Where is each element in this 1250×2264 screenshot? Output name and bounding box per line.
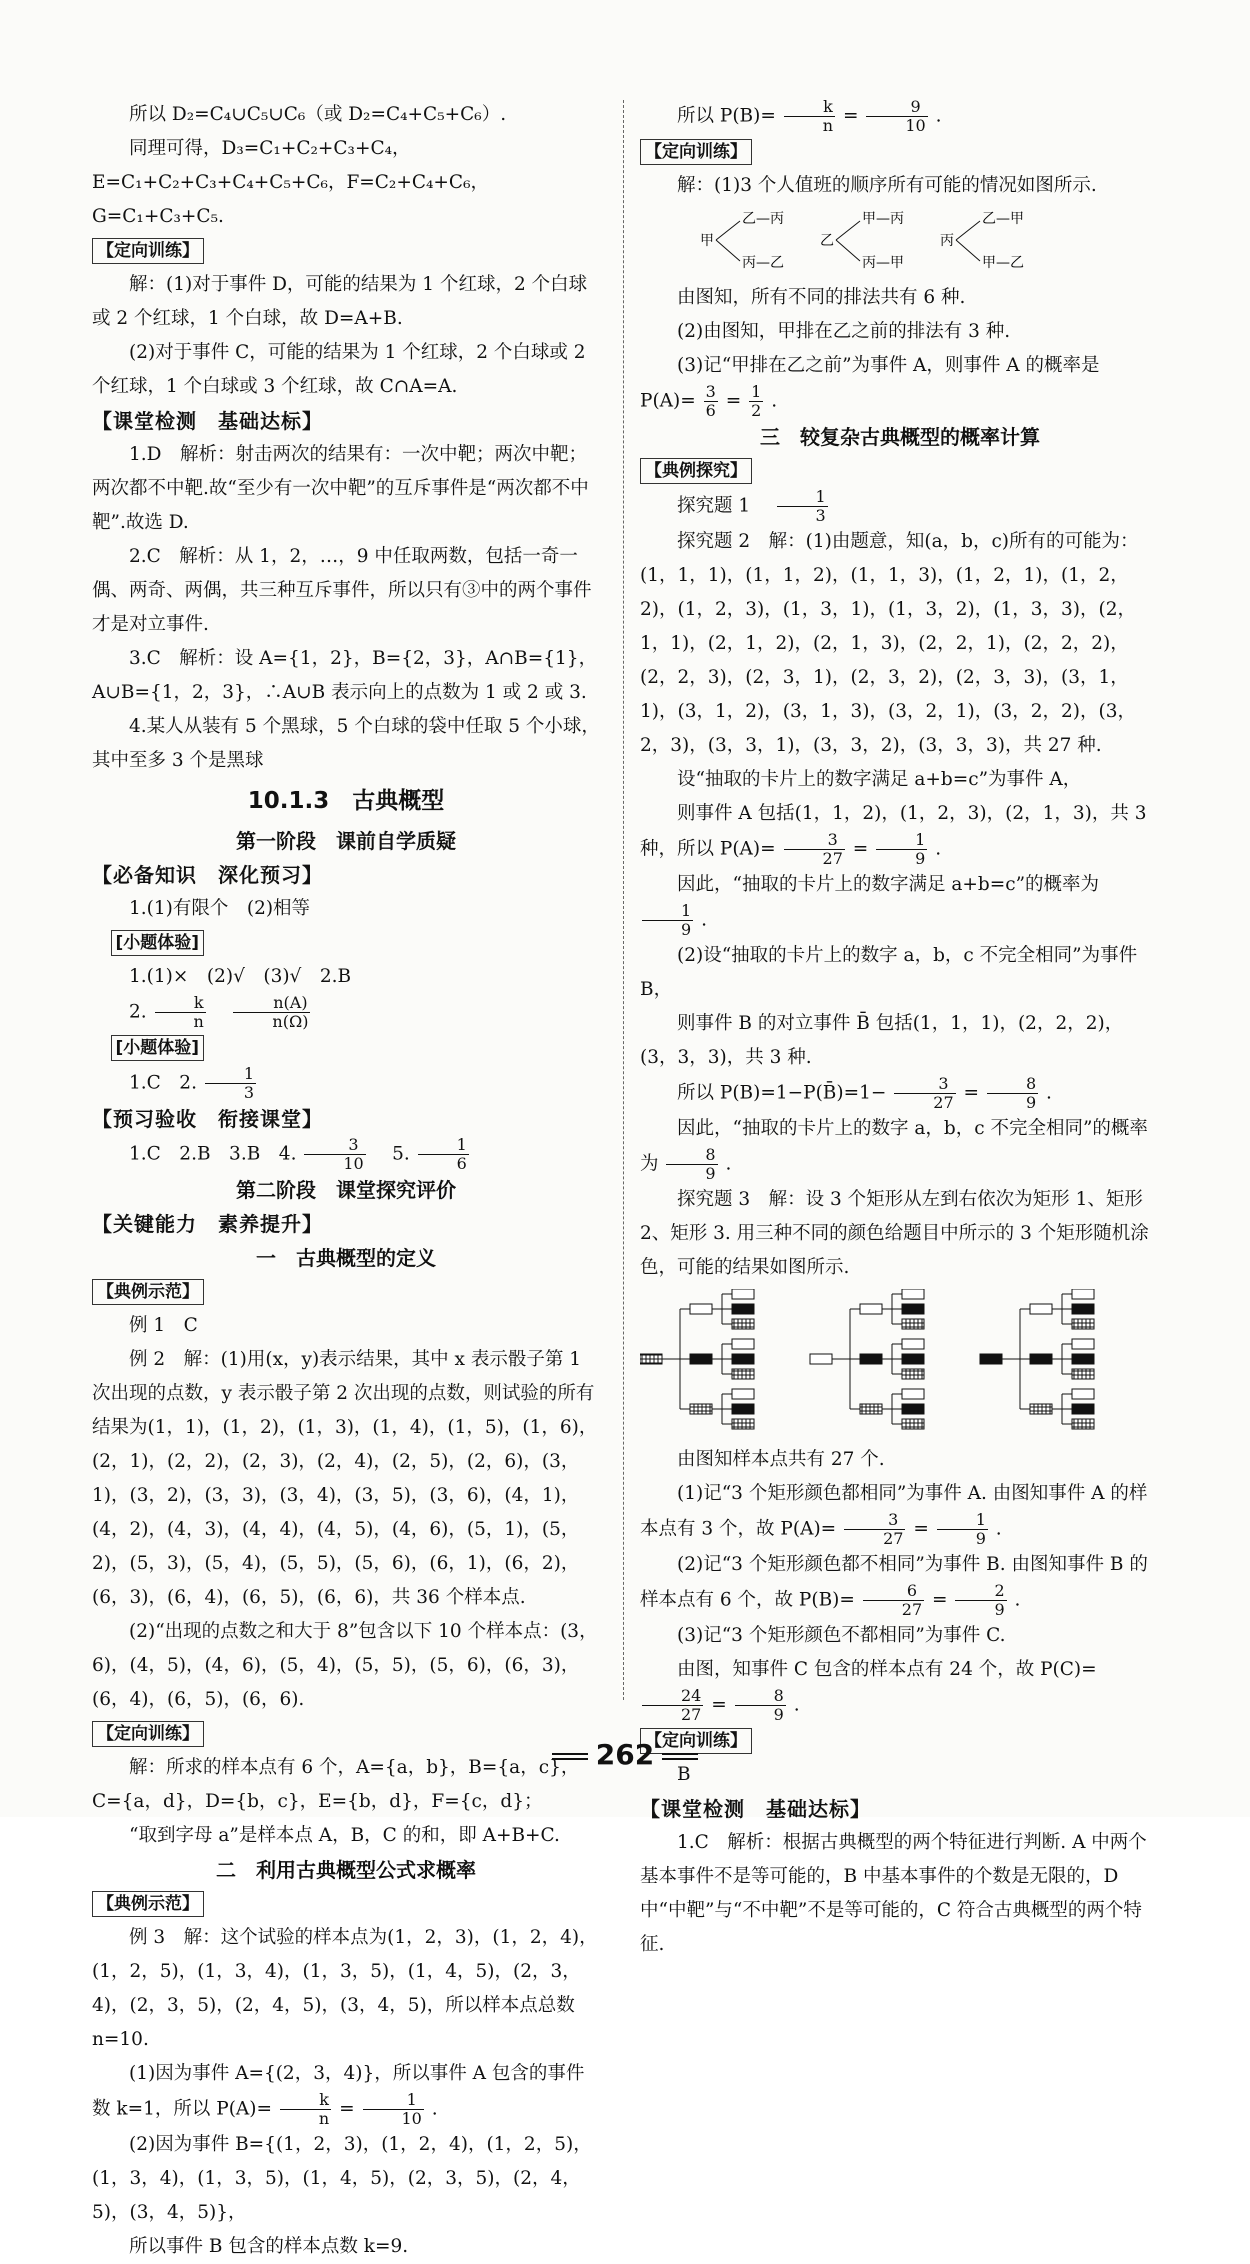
stage-title: 第一阶段 课前自学质疑 xyxy=(236,829,456,853)
text-run: . xyxy=(995,1518,1002,1540)
tree-leaf-rect xyxy=(902,1319,924,1329)
formula-line xyxy=(92,1065,600,1102)
text-run: = xyxy=(932,1589,948,1611)
paragraph: 例 2 解：(1)用(x，y)表示结果，其中 x 表示骰子第 1 次出现的点数，y 表示骰子第 2 次出现的点数，则试验的所有结果为(1，1)，(1，2)，(1，3)，(1，4)，(1，5)，(1，6)，(2，1)，(2，2)，(2，3)，(2，4)，(2，5)，(2，6)，(3，1)，(3，2)，(3，3)，(3，4)，(3，5)，(3，6)，(4，1)，(4，2)，(4，3)，(4，4)，(4，5)，(4，6)，(5，1)，(5，2)，(5，3)，(5，4)，(5，5)，(5，6)，(6，1)，(6，2)，(6，3)，(6，4)，(6，5)，(6，6)，共 36 个样本点. xyxy=(92,1349,598,1608)
coloring-tree-diagram xyxy=(640,1289,1140,1439)
right-column xyxy=(640,98,1160,1962)
tree-root: 甲 xyxy=(700,233,714,249)
paragraph: 探究题 2 解：(1)由题意，知(a，b，c)所有的可能为：(1，1，1)，(1，1，2)，(1，1，3)，(1，2，1)，(1，2，2)，(1，2，3)，(1，3，1)，(1，3，2)，(1，3，3)，(2，1，1)，(2，1，2)，(2，1，3)，(2，2，1)，(2，2，2)，(2，2，3)，(2，3，1)，(2，3，2)，(2，3，3)，(3，1，1)，(3，1，2)，(3，1，3)，(3，2，1)，(3，2，2)，(3，2，3)，(3，3，1)，(3，3，2)，(3，3，3)，共 27 种. xyxy=(640,531,1139,756)
text-run: (2)记“3 个矩形颜色都不相同”为事件 B. 由图知事件 B 的样本点有 6 个，故 P(B)= xyxy=(640,1554,1148,1611)
formula-line xyxy=(92,994,600,1031)
paragraph: B xyxy=(677,1764,691,1785)
denominator: 10 xyxy=(343,1154,364,1173)
denominator: n xyxy=(822,116,834,135)
paragraph: 1.D 解析：射击两次的结果有：一次中靶；两次中靶；两次都不中靶.故“至少有一次中靶”的互斥事件是“两次都不中靶”.故选 D. xyxy=(92,444,589,533)
paragraph: 所以事件 B 包含的样本点数 k=9. xyxy=(129,2236,409,2257)
page-number-rule xyxy=(552,1753,588,1760)
numerator: 3 xyxy=(304,1136,365,1155)
paragraph: (2)“出现的点数之和大于 8”包含以下 10 个样本点：(3，6)，(4，5)，(4，6)，(5，4)，(5，5)，(5，6)，(6，3)，(6，4)，(6，5)，(6，6). xyxy=(92,1621,598,1710)
numerator: n(A) xyxy=(233,994,310,1013)
fraction xyxy=(666,1146,717,1183)
lesson-title: 10.1.3 古典概型 xyxy=(247,788,445,814)
paragraph: 所以 D₂=C₄∪C₅∪C₆（或 D₂=C₄+C₅+C₆）. xyxy=(129,104,507,125)
denominator: 27 xyxy=(681,1705,702,1724)
section-box-label: [小题体验] xyxy=(111,1035,205,1061)
denominator: 10 xyxy=(401,2109,422,2128)
numerator: 1 xyxy=(876,831,927,850)
paragraph: 3.C 解析：设 A={1，2}，B={2，3}，A∩B={1}，A∪B={1，2，3}，∴A∪B 表示向上的点数为 1 或 2 或 3. xyxy=(92,648,598,703)
subsection-title: 一 古典概型的定义 xyxy=(256,1246,436,1270)
tree-leaf-rect xyxy=(902,1404,924,1414)
tree-root-rect xyxy=(810,1354,832,1364)
denominator: n xyxy=(193,1012,204,1031)
denominator: 9 xyxy=(915,849,926,868)
paragraph: 1.(1)有限个 (2)相等 xyxy=(129,898,311,919)
tree-leaf-rect xyxy=(1072,1319,1094,1329)
text-run: 因此，“抽取的卡片上的数字 a，b，c 不完全相同”的概率为 xyxy=(640,1118,1148,1175)
paragraph: (3)记“甲排在乙之前”为事件 A，则事件 A 的概率是 xyxy=(677,355,1100,376)
formula-line xyxy=(640,1075,1160,1112)
text-run: = xyxy=(711,1694,727,1716)
tree-mid-rect xyxy=(1030,1354,1052,1364)
stage-title: 第二阶段 课堂探究评价 xyxy=(236,1178,456,1202)
numerator: k xyxy=(155,994,206,1013)
paragraph: 探究题 3 解：设 3 个矩形从左到右依次为矩形 1、矩形 2、矩形 3. 用三种不同的颜色给题目中所示的 3 个矩形随机涂色，可能的结果如图所示. xyxy=(640,1189,1149,1278)
text-run: 则事件 A 包括(1，1，2)，(1，2，3)，(2，1，3)，共 3 种，所以 P(A)= xyxy=(640,803,1147,860)
formula-line xyxy=(640,383,1160,420)
denominator: 9 xyxy=(994,1600,1005,1619)
section-box-label: 【定向训练】 xyxy=(92,238,204,264)
section-box-label: 【定向训练】 xyxy=(640,139,752,165)
fraction xyxy=(205,1065,256,1102)
text-run: = xyxy=(725,390,742,412)
tree-root: 乙 xyxy=(820,233,834,249)
numerator: 1 xyxy=(363,2091,424,2110)
text-run: 由图，知事件 C 包含的样本点有 24 个，故 P(C)= xyxy=(677,1659,1097,1680)
fraction xyxy=(955,1582,1006,1619)
paragraph: 由图知，所有不同的排法共有 6 种. xyxy=(677,287,966,308)
fraction xyxy=(844,1511,905,1548)
formula-line xyxy=(92,2057,600,2128)
paragraph: (3)记“3 个矩形颜色不都相同”为事件 C. xyxy=(677,1625,1006,1646)
numerator: 1 xyxy=(205,1065,256,1084)
fraction xyxy=(155,994,206,1031)
page-number-rule xyxy=(662,1753,698,1760)
tree-mid-rect xyxy=(860,1304,882,1314)
formula-line xyxy=(640,488,1160,525)
text-run: . xyxy=(935,838,942,860)
text-run: . xyxy=(793,1694,800,1716)
fraction xyxy=(987,1075,1038,1112)
section-box-label: 【典例示范】 xyxy=(92,1891,204,1917)
text-run: P(A)= xyxy=(640,390,696,412)
tree-leaf-rect xyxy=(902,1354,924,1364)
tree-mid-rect xyxy=(860,1354,882,1364)
numerator: 1 xyxy=(937,1511,988,1530)
fraction xyxy=(784,98,835,135)
numerator: 8 xyxy=(987,1075,1038,1094)
tree-mid-rect xyxy=(1030,1304,1052,1314)
tree-mid-rect xyxy=(690,1304,712,1314)
denominator: 2 xyxy=(751,401,762,420)
text-run: = xyxy=(842,105,859,127)
fraction xyxy=(642,1687,703,1724)
section-box-label: 【定向训练】 xyxy=(92,1721,204,1747)
numerator: 1 xyxy=(642,902,693,921)
tree-leaf-rect xyxy=(732,1369,754,1379)
paragraph: 4.某人从装有 5 个黑球，5 个白球的袋中任取 5 个小球，其中至多 3 个是黑球 xyxy=(92,716,600,771)
tree-root-rect xyxy=(980,1354,1002,1364)
paragraph: 2.C 解析：从 1，2，…，9 中任取两数，包括一奇一偶、两奇、两偶，共三种互斥事件，所以只有③中的两个事件才是对立事件. xyxy=(92,546,592,635)
fraction xyxy=(784,831,845,868)
tree-leaf-rect xyxy=(732,1419,754,1429)
numerator: 3 xyxy=(894,1075,955,1094)
numerator: 1 xyxy=(418,1136,469,1155)
denominator: 6 xyxy=(456,1154,467,1173)
numerator: 24 xyxy=(642,1687,703,1706)
formula-line xyxy=(92,1136,600,1173)
tree-branch: 甲—丙 xyxy=(862,211,904,227)
text-run: = xyxy=(913,1518,929,1540)
denominator: 6 xyxy=(705,401,716,420)
tree-leaf-rect xyxy=(732,1304,754,1314)
denominator: 10 xyxy=(905,116,926,135)
text-run: . xyxy=(701,909,707,931)
paragraph: 解：所求的样本点有 6 个，A={a，b}，B={a，c}，C={a，d}，D={b，c}，E={b，d}，F={c，d}； xyxy=(92,1757,580,1812)
numerator: 3 xyxy=(844,1511,905,1530)
text-run: 1.C 2. xyxy=(129,1072,197,1094)
fraction xyxy=(735,1687,786,1724)
fraction xyxy=(863,1582,924,1619)
tree-leaf-rect xyxy=(732,1404,754,1414)
denominator: n xyxy=(318,2109,330,2128)
text-run: = xyxy=(852,838,869,860)
numerator: 6 xyxy=(863,1582,924,1601)
formula-line xyxy=(640,1477,1160,1548)
section-header: 【必备知识 深化预习】 xyxy=(92,863,323,887)
text-run: . xyxy=(935,105,942,127)
denominator: 27 xyxy=(933,1093,954,1112)
fraction xyxy=(937,1511,988,1548)
formula-line xyxy=(640,797,1160,868)
denominator: 9 xyxy=(975,1529,986,1548)
paragraph: “取到字母 a”是样本点 A，B，C 的和，即 A+B+C. xyxy=(129,1825,560,1846)
denominator: 9 xyxy=(773,1705,784,1724)
tree-leaf-rect xyxy=(902,1419,924,1429)
subsection-title: 二 利用古典概型公式求概率 xyxy=(216,1858,476,1882)
numerator: 1 xyxy=(777,488,828,507)
fraction xyxy=(304,1136,365,1173)
tree-branch: 丙—甲 xyxy=(862,255,904,271)
tree-leaf-rect xyxy=(1072,1354,1094,1364)
paragraph: 设“抽取的卡片上的数字满足 a+b=c”为事件 A， xyxy=(677,769,1082,790)
numerator: 8 xyxy=(735,1687,786,1706)
section-header: 【课堂检测 基础达标】 xyxy=(92,409,323,433)
text-run: 所以 P(B)= xyxy=(677,105,776,127)
text-run: (1)记“3 个矩形颜色都相同”为事件 A. 由图知事件 A 的样本点有 3 个，故 P(A)= xyxy=(640,1483,1148,1540)
section-header: 【关键能力 素养提升】 xyxy=(92,1212,323,1236)
tree-leaf-rect xyxy=(902,1339,924,1349)
text-run: (1)因为事件 A={(2，3，4)}，所以事件 A 包含的事件数 k=1，所以 P(A)= xyxy=(92,2063,585,2120)
denominator: 3 xyxy=(815,506,826,525)
denominator: 27 xyxy=(901,1600,923,1619)
denominator: 27 xyxy=(822,849,843,868)
numerator: 3 xyxy=(705,382,716,401)
section-box-label: 【定向训练】 xyxy=(640,1728,752,1754)
page-number xyxy=(0,1738,1250,1772)
text-run: = xyxy=(963,1082,980,1104)
fraction xyxy=(876,831,927,868)
tree-branch: 丙—乙 xyxy=(742,255,784,271)
tree-leaf-rect xyxy=(732,1354,754,1364)
tree-leaf-rect xyxy=(1072,1289,1094,1299)
permutation-tree-diagram xyxy=(700,207,1060,277)
denominator: 3 xyxy=(243,1083,255,1102)
tree-leaf-rect xyxy=(902,1289,924,1299)
tree-leaf-rect xyxy=(732,1289,754,1299)
tree-leaf-rect xyxy=(1072,1369,1094,1379)
paragraph: 解：(1)对于事件 D，可能的结果为 1 个红球，2 个白球或 2 个红球，1 个白球，故 D=A+B. xyxy=(92,274,588,329)
paragraph: 1.(1)× (2)√ (3)√ 2.B xyxy=(129,966,352,987)
page-number-text: 262 xyxy=(595,1738,655,1771)
tree-mid-rect xyxy=(690,1354,712,1364)
text-run: = xyxy=(339,2098,355,2120)
text-run: 探究题 1 xyxy=(677,495,769,517)
tree-leaf-rect xyxy=(732,1319,754,1329)
tree-leaf-rect xyxy=(902,1304,924,1314)
tree-mid-rect xyxy=(690,1404,712,1414)
numerator: 9 xyxy=(866,98,927,117)
denominator: 27 xyxy=(883,1529,904,1548)
paragraph: (2)对于事件 C，可能的结果为 1 个红球，2 个白球或 2 个红球，1 个白球或 3 个红球，故 C∩A=A. xyxy=(92,342,586,397)
text-run: 1.C 2.B 3.B 4. xyxy=(129,1143,297,1165)
tree-leaf-rect xyxy=(902,1369,924,1379)
fraction xyxy=(894,1075,955,1112)
subsection-title: 三 较复杂古典概型的概率计算 xyxy=(760,425,1040,449)
section-box-label: 【典例探究】 xyxy=(640,458,752,484)
numerator: k xyxy=(784,98,835,117)
tree-leaf-rect xyxy=(732,1339,754,1349)
fraction xyxy=(704,383,718,420)
tree-mid-rect xyxy=(860,1404,882,1414)
paragraph: (2)设“抽取的卡片上的数字 a，b，c 不完全相同”为事件 B， xyxy=(640,945,1138,1000)
text-run: 2. xyxy=(129,1001,147,1023)
tree-leaf-rect xyxy=(902,1389,924,1399)
formula-line xyxy=(640,98,1160,135)
paragraph: 则事件 B 的对立事件 B̄ 包括(1，1，1)，(2，2，2)，(3，3，3)，共 3 种. xyxy=(640,1013,1124,1068)
section-header: 【课堂检测 基础达标】 xyxy=(640,1797,871,1821)
column-divider xyxy=(623,100,624,1700)
tree-root-rect xyxy=(640,1354,662,1364)
text-run: . xyxy=(1046,1082,1052,1104)
fraction xyxy=(866,98,927,135)
numerator: 3 xyxy=(784,831,845,850)
tree-leaf-rect xyxy=(1072,1419,1094,1429)
text-run: . xyxy=(431,2098,438,2120)
denominator: 9 xyxy=(705,1164,716,1183)
paragraph: 解：(1)3 个人值班的顺序所有可能的情况如图所示. xyxy=(677,175,1097,196)
text-run: 因此，“抽取的卡片上的数字满足 a+b=c”的概率为 xyxy=(677,874,1100,895)
paragraph: (2)因为事件 B={(1，2，3)，(1，2，4)，(1，2，5)，(1，3，4)，(1，3，5)，(1，4，5)，(2，3，5)，(2，4，5)，(3，4，5)}， xyxy=(92,2134,592,2223)
text-run: . xyxy=(771,390,778,412)
numerator: 1 xyxy=(751,382,762,401)
fraction xyxy=(642,902,693,939)
tree-root: 丙 xyxy=(940,233,954,249)
section-box-label: [小题体验] xyxy=(111,930,205,956)
tree-leaf-rect xyxy=(1072,1389,1094,1399)
section-box-label: 【典例示范】 xyxy=(92,1279,204,1305)
paragraph: 同理可得，D₃=C₁+C₂+C₃+C₄，E=C₁+C₂+C₃+C₄+C₅+C₆，F=C₂+C₄+C₆，G=C₁+C₃+C₅. xyxy=(92,138,489,227)
left-column xyxy=(92,98,600,2264)
fraction xyxy=(749,383,763,420)
fraction xyxy=(418,1136,469,1173)
paragraph: 由图知样本点共有 27 个. xyxy=(677,1449,885,1470)
formula-line xyxy=(640,1653,1160,1724)
fraction xyxy=(363,2091,424,2128)
numerator: 8 xyxy=(666,1146,717,1165)
numerator: k xyxy=(280,2091,331,2110)
fraction xyxy=(280,2091,331,2128)
numerator: 2 xyxy=(955,1582,1006,1601)
paragraph: 例 1 C xyxy=(129,1315,198,1336)
tree-mid-rect xyxy=(1030,1404,1052,1414)
tree-leaf-rect xyxy=(1072,1404,1094,1414)
tree-leaf-rect xyxy=(732,1389,754,1399)
tree-branch: 乙—丙 xyxy=(742,211,784,227)
fraction xyxy=(777,488,828,525)
tree-branch: 乙—甲 xyxy=(982,211,1024,227)
paragraph: 1.C 解析：根据古典概型的两个特征进行判断. A 中两个基本事件不是等可能的，B 中基本事件的个数是无限的，D 中“中靶”与“不中靶”不是等可能的，C 符合古典概型的两个特征. xyxy=(640,1832,1147,1955)
paragraph: (2)由图知，甲排在乙之前的排法有 3 种. xyxy=(677,321,1011,342)
formula-line xyxy=(640,1548,1160,1619)
formula-line xyxy=(640,868,1160,939)
text-run: . xyxy=(725,1153,732,1175)
tree-leaf-rect xyxy=(1072,1339,1094,1349)
tree-leaf-rect xyxy=(1072,1304,1094,1314)
denominator: 9 xyxy=(1025,1093,1037,1112)
fraction xyxy=(233,994,310,1031)
text-run: . xyxy=(1014,1589,1021,1611)
text-run: 所以 P(B)=1−P(B̄)=1− xyxy=(677,1082,887,1104)
paragraph: 例 3 解：这个试验的样本点为(1，2，3)，(1，2，4)，(1，2，5)，(1，3，4)，(1，3，5)，(1，4，5)，(2，3，4)，(2，3，5)，(2，4，5)，(3，4，5)，所以样本点总数 n=10. xyxy=(92,1927,598,2050)
tree-branch: 甲—乙 xyxy=(982,255,1024,271)
denominator: 9 xyxy=(681,920,692,939)
denominator: n(Ω) xyxy=(272,1012,309,1031)
formula-line xyxy=(640,1112,1160,1183)
text-run: 5. xyxy=(373,1143,410,1165)
section-header: 【预习验收 衔接课堂】 xyxy=(92,1107,323,1131)
